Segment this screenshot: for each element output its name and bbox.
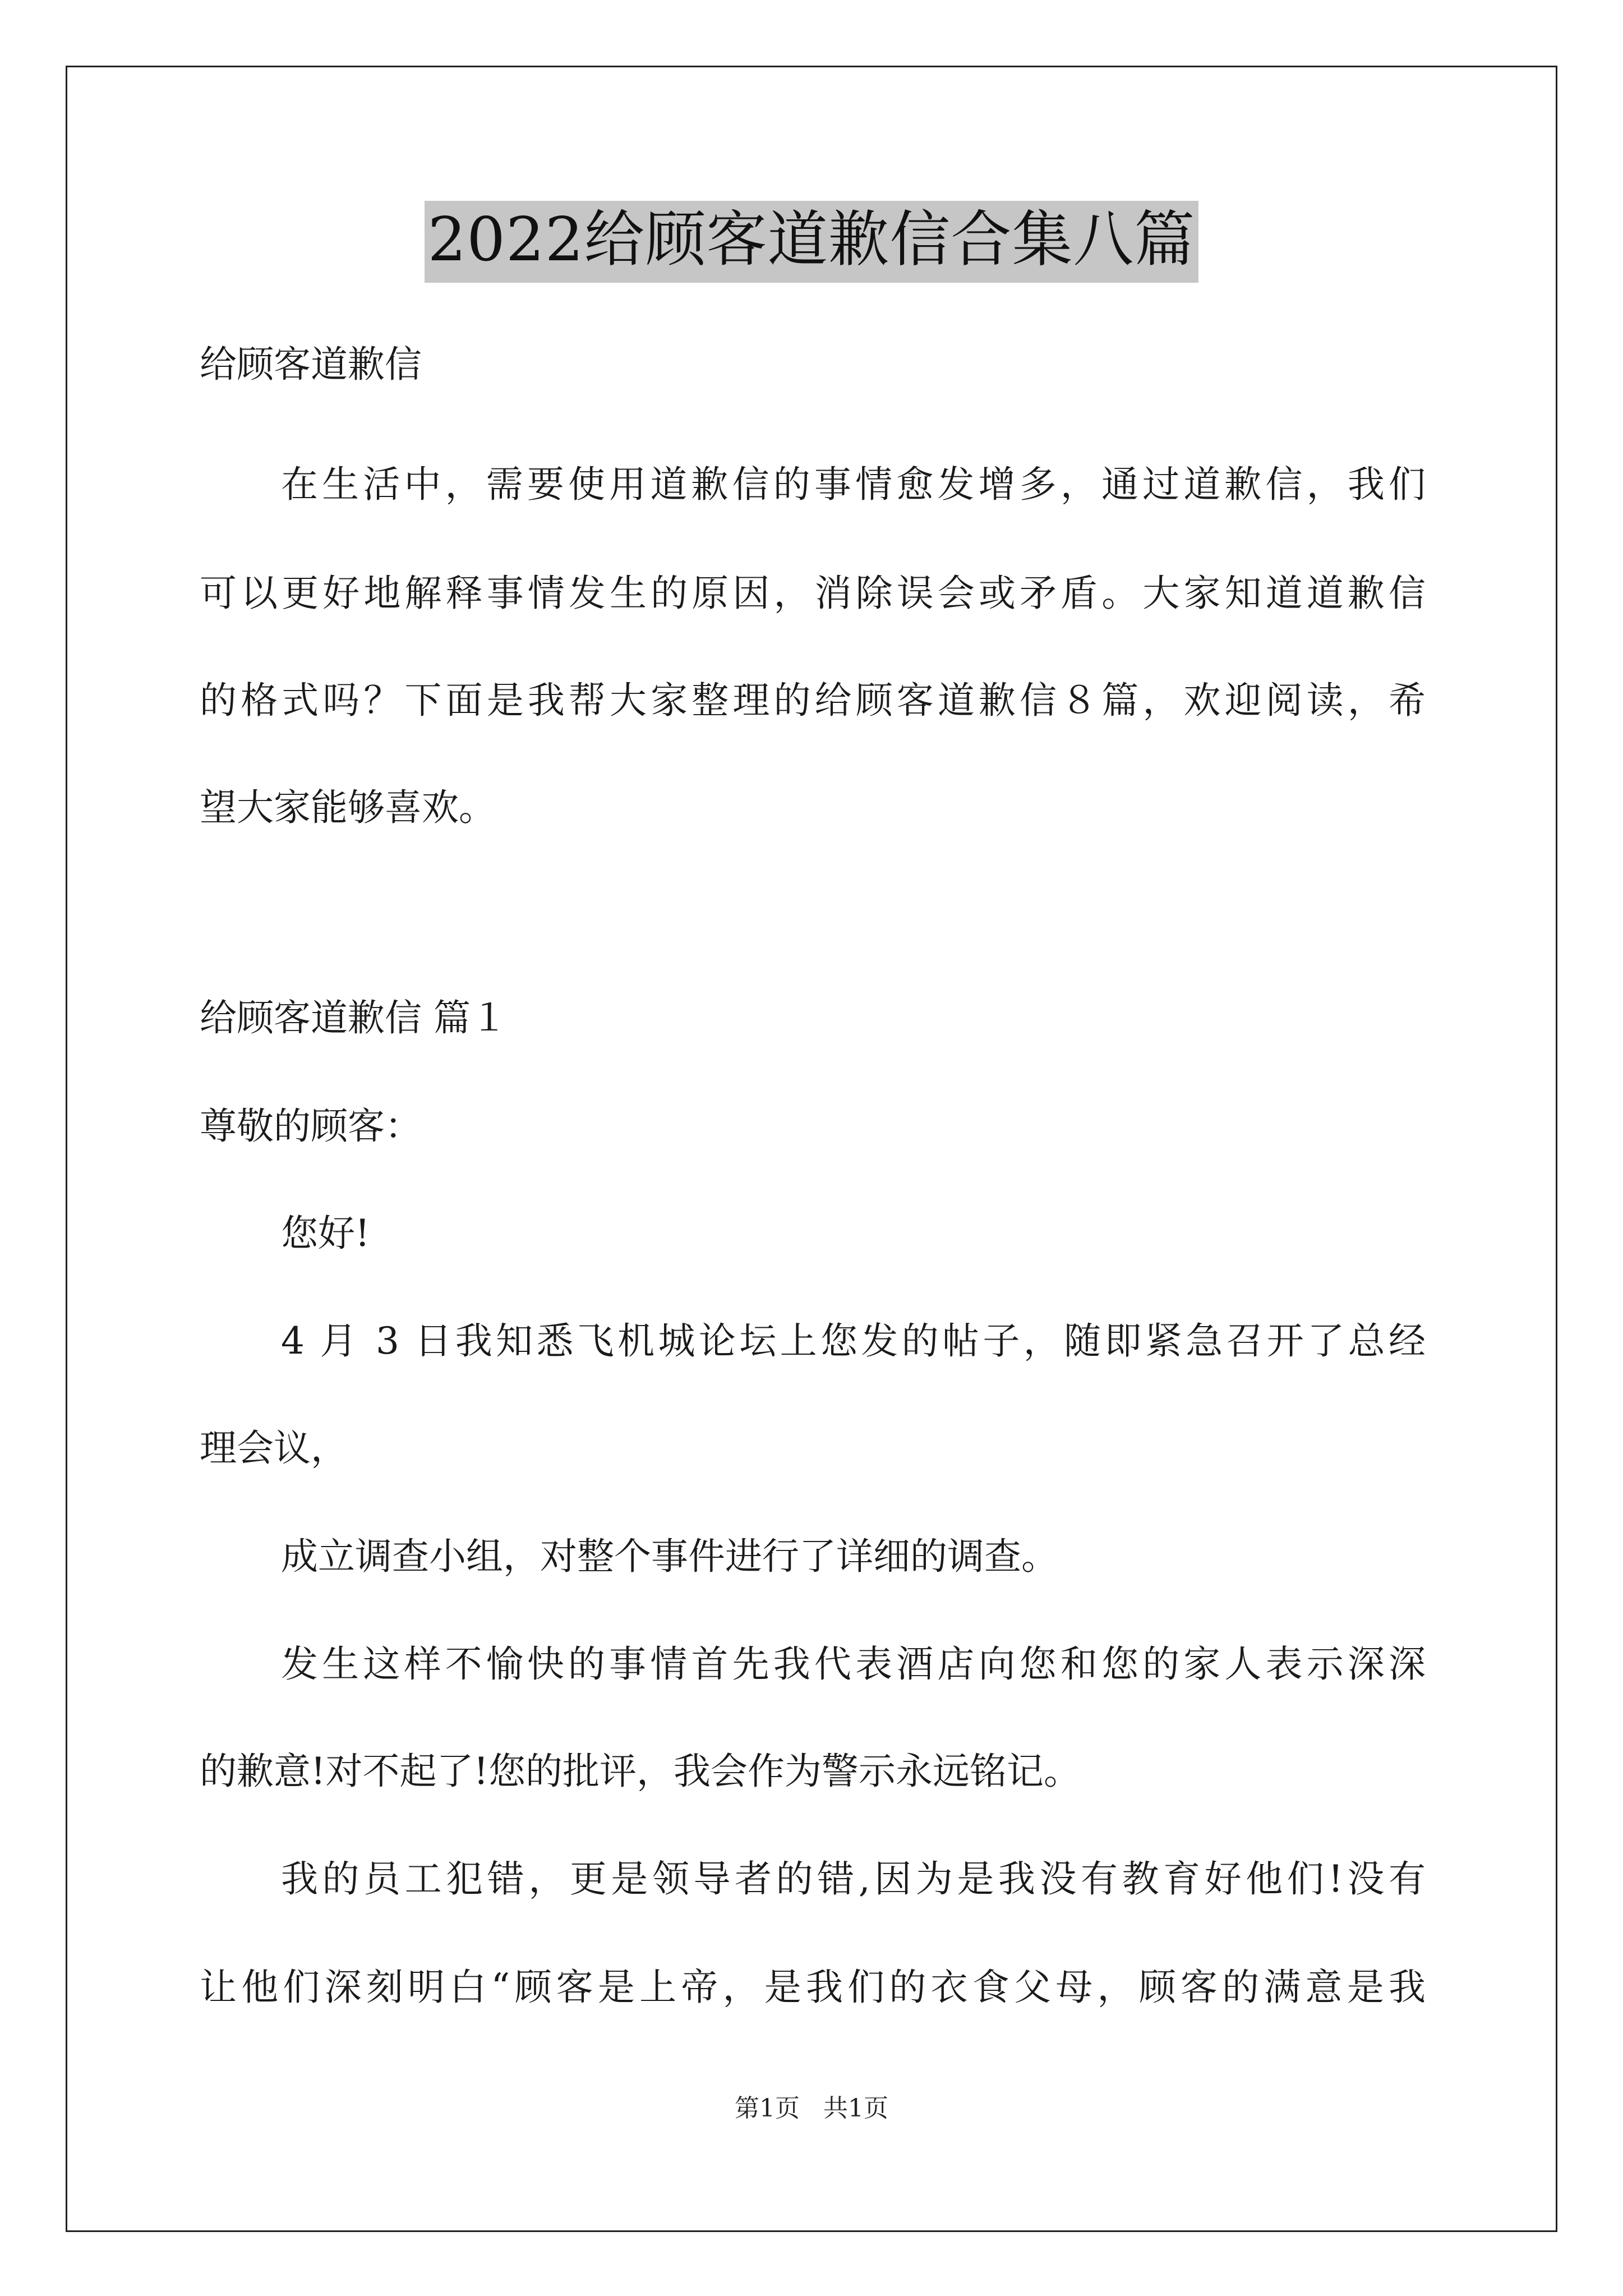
paragraph-line: 发生这样不愉快的事情首先我代表酒店向您和您的家人表示深深 [281, 1642, 1426, 1686]
section-heading-intro: 给顾客道歉信 [200, 343, 422, 386]
paragraph-line: 望大家能够喜欢。 [200, 786, 496, 829]
document-title: 2022给顾客道歉信合集八篇 [425, 201, 1199, 283]
paragraph-line: 让他们深刻明白“顾客是上帝，是我们的衣食父母，顾客的满意是我 [200, 1966, 1426, 2009]
paragraph-line: 理会议， [200, 1427, 348, 1470]
salutation: 尊敬的顾客： [200, 1105, 422, 1148]
title-block [0, 201, 1623, 283]
greeting: 您好! [281, 1212, 370, 1255]
paragraph-line: 可以更好地解释事情发生的原因，消除误会或矛盾。大家知道道歉信 [200, 572, 1426, 615]
section-heading-letter-1: 给顾客道歉信 篇１ [200, 996, 508, 1039]
paragraph-line: 成立调查小组，对整个事件进行了详细的调查。 [281, 1535, 1058, 1578]
paragraph-line: 4 月 3 日我知悉飞机城论坛上您发的帖子，随即紧急召开了总经 [281, 1319, 1426, 1363]
page-footer: 第1页 共1页 [735, 2094, 888, 2123]
paragraph-line: 的歉意!对不起了!您的批评，我会作为警示永远铭记。 [200, 1750, 1081, 1793]
paragraph-line: 的格式吗？下面是我帮大家整理的给顾客道歉信８篇，欢迎阅读，希 [200, 679, 1426, 722]
paragraph-line: 我的员工犯错，更是领导者的错,因为是我没有教育好他们!没有 [281, 1857, 1426, 1901]
paragraph-line: 在生活中，需要使用道歉信的事情愈发增多，通过道歉信，我们 [281, 463, 1426, 506]
